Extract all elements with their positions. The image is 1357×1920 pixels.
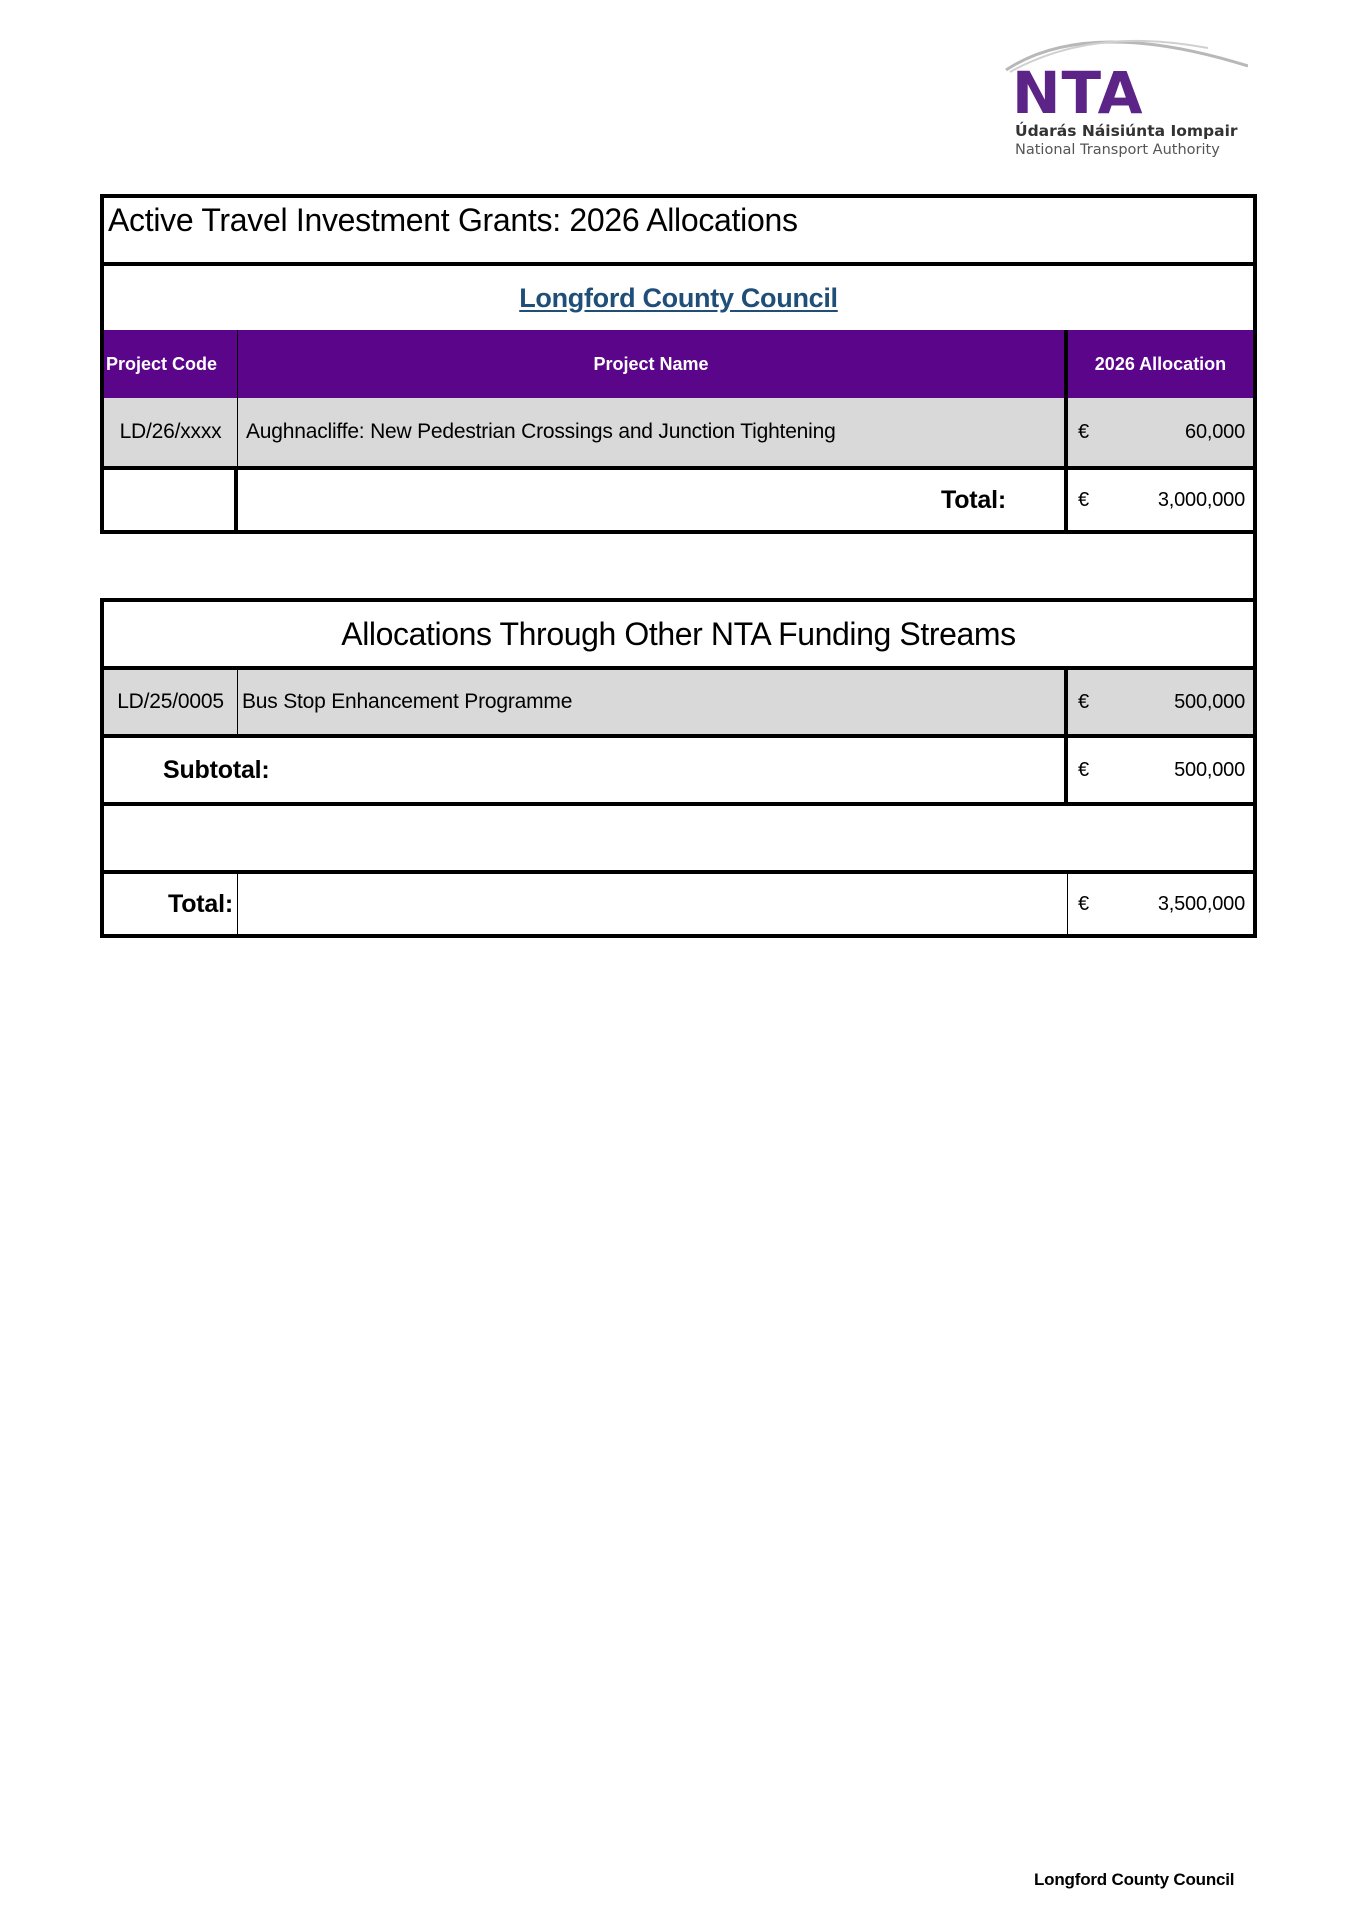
council-heading: Longford County Council [519, 282, 838, 313]
empty-cell [238, 874, 1068, 934]
nta-logo [998, 26, 1248, 161]
table-row [100, 398, 1257, 466]
project-code: LD/25/0005 [104, 670, 238, 734]
table-header [100, 330, 1257, 398]
currency-symbol: € [1078, 488, 1089, 511]
project-name: Aughnacliffe: New Pedestrian Crossings and Junction Tightening [238, 398, 1068, 466]
spacer-row [100, 534, 1257, 598]
project-allocation [1068, 670, 1253, 734]
amount: 3,500,000 [1157, 892, 1245, 915]
currency-symbol: € [1078, 892, 1089, 915]
grand-total-row [100, 870, 1257, 938]
blank-row [100, 802, 1257, 870]
total-label: Total: [238, 470, 1068, 530]
page-footer: Longford County Council [1034, 1870, 1235, 1889]
logo-irish-name: Údarás Náisiúnta Iompair [1015, 122, 1238, 140]
council-row [100, 262, 1257, 330]
logo-mark: NTA [1012, 59, 1144, 127]
grand-total-amount [1068, 874, 1253, 934]
logo-english-name: National Transport Authority [1015, 142, 1220, 158]
section-title: Allocations Through Other NTA Funding Streams [341, 615, 1016, 652]
amount: 60,000 [1185, 420, 1245, 443]
section-title-row [100, 598, 1257, 666]
column-header-code: Project Code [104, 330, 238, 398]
subtotal-row [100, 734, 1257, 802]
currency-symbol: € [1078, 758, 1089, 781]
currency-symbol: € [1078, 690, 1089, 713]
subtotal-label: Subtotal: [104, 738, 1068, 802]
amount: 3,000,000 [1157, 488, 1245, 511]
allocations-table [100, 194, 1257, 938]
currency-symbol: € [1078, 420, 1089, 443]
project-code: LD/26/xxxx [104, 398, 238, 466]
total-amount [1068, 470, 1253, 530]
column-header-allocation: 2026 Allocation [1094, 353, 1227, 374]
grand-total-label: Total: [104, 874, 238, 934]
empty-cell [104, 534, 1253, 598]
amount: 500,000 [1174, 690, 1245, 713]
empty-cell [104, 806, 1253, 870]
empty-cell [104, 470, 238, 530]
document-title: Active Travel Investment Grants: 2026 Allocations [108, 202, 798, 238]
project-name: Bus Stop Enhancement Programme [238, 670, 1068, 734]
amount: 500,000 [1174, 758, 1245, 781]
project-allocation [1068, 398, 1253, 466]
table-row [100, 666, 1257, 734]
total-row [100, 466, 1257, 534]
column-header-name: Project Name [238, 330, 1068, 398]
title-row [100, 194, 1257, 262]
subtotal-amount [1068, 738, 1253, 802]
